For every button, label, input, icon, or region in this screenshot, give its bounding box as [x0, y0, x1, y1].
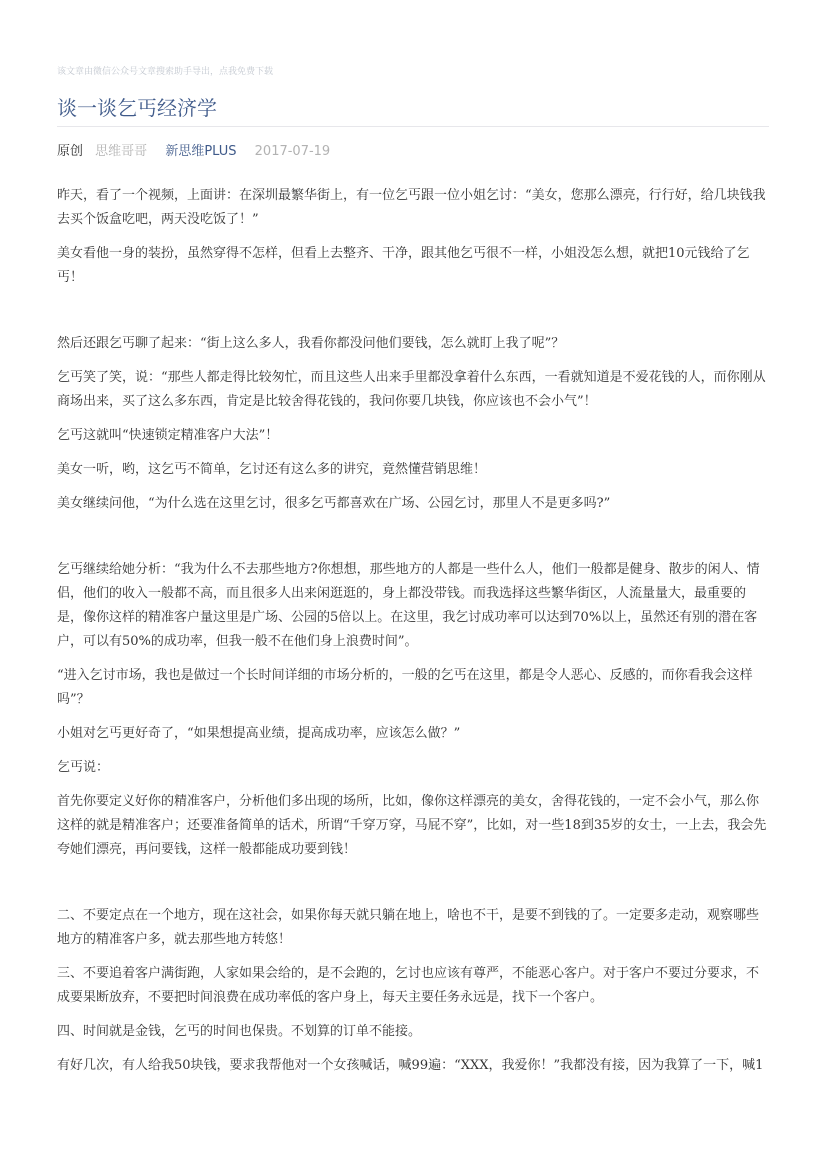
paragraph: 三、不要追着客户满街跑，人家如果会给的，是不会跑的，乞讨也应该有尊严，不能恶心客户。对于客户不要过分要求，不成要果断放弃，不要把时间浪费在成功率低的客户身上，每天主要任务永远是，找下一个客户。 [57, 966, 760, 1005]
account-link[interactable]: 新思维PLUS [165, 144, 237, 159]
paragraph: 乞丐笑了笑，说：“那些人都走得比较匆忙，而且这些人出来手里都没拿着什么东西，一看就知道是不爱花钱的人，而你刚从商场出来，买了这么多东西，肯定是比较舍得花钱的，我问你要几块钱，你应该也不会小气”！ [57, 370, 766, 409]
title-divider [57, 126, 769, 127]
article-body [57, 184, 769, 1088]
paragraph: 美女看他一身的装扮，虽然穿得不怎样，但看上去整齐、干净，跟其他乞丐很不一样，小姐没怎么想，就把10元钱给了乞丐！ [57, 246, 750, 285]
paragraph: 然后还跟乞丐聊了起来：“街上这么多人，我看你都没问他们要钱，怎么就盯上我了呢”？ [57, 336, 565, 351]
paragraph: 首先你要定义好你的精准客户，分析他们多出现的场所，比如，像你这样漂亮的美女，舍得花钱的，一定不会小气，那么你这样的就是精准客户；还要准备简单的话术，所谓“千穿万穿，马屁不穿”，比如，对一些18到35岁的女士，一上去，我会先夸她们漂亮，再问要钱，这样一般都能成功要到钱！ [57, 794, 767, 857]
export-notice-link[interactable]: 该文章由微信公众号文章搜索助手导出，点我免费下载 [57, 67, 274, 77]
paragraph: 四、时间就是金钱，乞丐的时间也保贵。不划算的订单不能接。 [57, 1024, 422, 1039]
paragraph: 有好几次，有人给我50块钱，要求我帮他对一个女孩喊话，喊99遍：“XXX，我爱你！”我都没有接，因为我算了一下，喊1 [57, 1058, 764, 1073]
paragraph: 昨天，看了一个视频，上面讲：在深圳最繁华街上，有一位乞丐跟一位小姐乞讨：“美女，您那么漂亮，行行好，给几块钱我去买个饭盒吃吧，两天没吃饭了！” [57, 188, 766, 227]
paragraph: 乞丐这就叫“快速锁定精准客户大法”！ [57, 428, 279, 443]
paragraph: 乞丐说： [57, 760, 110, 775]
paragraph: 小姐对乞丐更好奇了，“如果想提高业绩，提高成功率，应该怎么做？” [57, 726, 461, 741]
paragraph: 美女一听，哟，这乞丐不简单，乞讨还有这么多的讲究，竟然懂营销思维！ [57, 462, 487, 477]
article-meta [57, 140, 344, 159]
paragraph: 美女继续问他，“为什么选在这里乞讨，很多乞丐都喜欢在广场、公园乞讨，那里人不是更多吗?” [57, 496, 611, 511]
publish-date: 2017-07-19 [254, 144, 331, 159]
paragraph: 二、不要定点在一个地方，现在这社会，如果你每天就只躺在地上，啥也不干，是要不到钱的了。一定要多走动，观察哪些地方的精准客户多，就去那些地方转悠！ [57, 908, 760, 947]
paragraph: “进入乞讨市场，我也是做过一个长时间详细的市场分析的，一般的乞丐在这里，都是令人恶心、反感的，而你看我会这样吗”？ [57, 668, 753, 707]
paragraph: 乞丐继续给她分析：“我为什么不去那些地方?你想想，那些地方的人都是一些什么人，他们一般都是健身、散步的闲人、情侣，他们的收入一般都不高，而且很多人出来闲逛逛的，身上都没带钱。而我选择这些繁华街区，人流量量大，最重要的是，像你这样的精准客户量这里是广场、公园的5倍以上。在这里，我乞讨成功率可以达到70%以上，虽然还有别的潜在客户，可以有50%的成功率，但我一般不在他们身上浪费时间”。 [57, 562, 760, 649]
article-title: 谈一谈乞丐经济学 [57, 96, 217, 120]
original-tag: 原创 [57, 144, 84, 159]
author-name: 思维哥哥 [95, 144, 148, 159]
